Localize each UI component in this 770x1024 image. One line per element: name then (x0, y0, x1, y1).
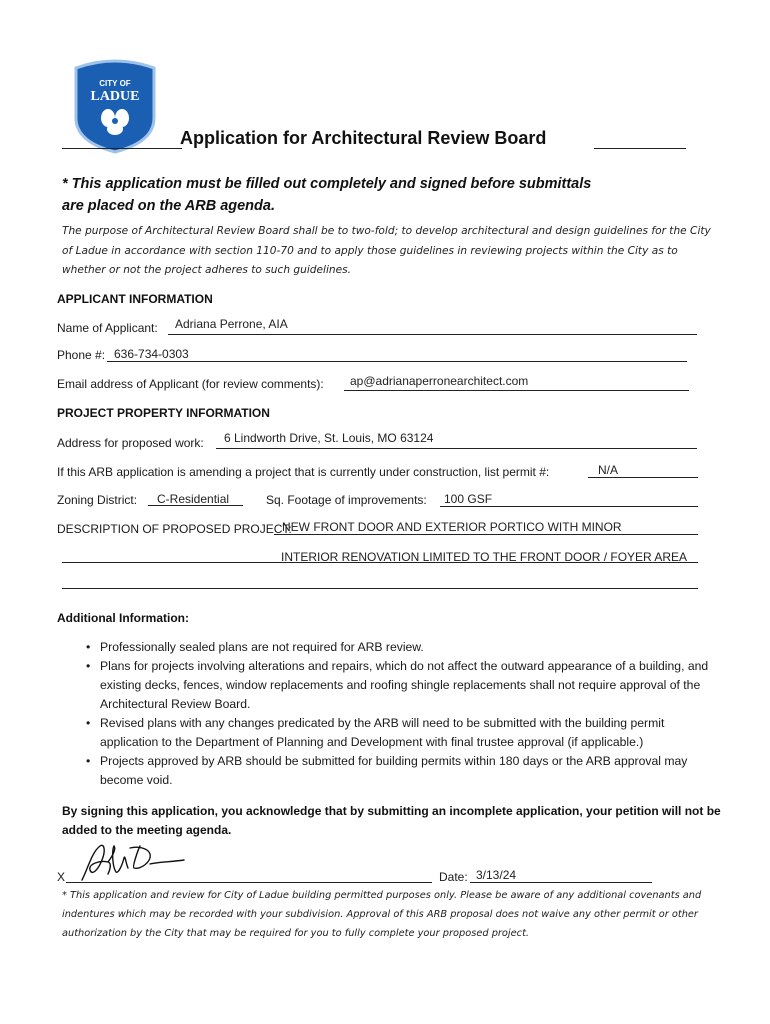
applicant-heading: APPLICANT INFORMATION (57, 292, 213, 306)
city-of-ladue-logo (68, 58, 162, 154)
email-label: Email address of Applicant (for review comments): (57, 377, 324, 391)
phone-line (107, 361, 687, 362)
warning-line-1: * This application must be filled out completely and signed before submittals (62, 176, 592, 192)
purpose-paragraph: The purpose of Architectural Review Board shall be to two-fold; to develop architectural and design guidelines for the City of Ladue in accordance with section 110-70 and to apply those guidelines in reviewing projects within the City as to whether or not the project adheres to such guidelines. (62, 225, 711, 276)
description-label: DESCRIPTION OF PROPOSED PROJECT: (57, 522, 292, 536)
sqft-field[interactable]: 100 GSF (444, 492, 493, 506)
permit-field[interactable]: N/A (598, 463, 619, 477)
date-label: Date: (439, 870, 468, 884)
email-field[interactable]: ap@adrianaperronearchitect.com (350, 374, 529, 388)
bullet-icon: • (86, 754, 91, 768)
address-field[interactable]: 6 Lindworth Drive, St. Louis, MO 63124 (224, 431, 434, 445)
bullet-icon: • (86, 659, 91, 673)
warning-line-2: are placed on the ARB agenda. (62, 198, 275, 214)
list-item: • Projects approved by ARB should be submitted for building permits within 180 days or the ARB approval may become void. (86, 754, 688, 787)
phone-field[interactable]: 636-734-0303 (114, 347, 189, 361)
name-field[interactable]: Adriana Perrone, AIA (175, 317, 288, 331)
property-heading: PROJECT PROPERTY INFORMATION (57, 406, 270, 420)
permit-line (588, 477, 698, 478)
permit-label: If this ARB application is amending a project that is currently under construction, list permit #: (57, 465, 550, 479)
email-line (344, 390, 689, 391)
description-field-line-1[interactable]: NEW FRONT DOOR AND EXTERIOR PORTICO WITH MINOR (282, 520, 622, 534)
date-field[interactable]: 3/13/24 (476, 868, 517, 882)
footnote-text: * This application and review for City of Ladue building permitted purposes only. Please be aware of any additional covenants and indentures which may be recorded with your subdivision. Approval of this ARB proposal does not waive any other permit or other authorization by the City that may be required for you to fully complete your proposed project. (62, 890, 702, 939)
address-line (216, 448, 697, 449)
name-label: Name of Applicant: (57, 321, 158, 335)
title-underline-right (594, 148, 686, 149)
phone-label: Phone #: (57, 348, 106, 362)
acknowledgement-text: By signing this application, you acknowledge that by submitting an incomplete application, your petition will not be added to the meeting agenda. (62, 804, 721, 837)
sqft-line (440, 506, 698, 507)
additional-heading: Additional Information: (57, 611, 189, 625)
list-item: • Plans for projects involving alterations and repairs, which do not affect the outward appearance of a building, and existing decks, fences, window replacements and roofing shingle replacements shall not require approval of the Architectural Review Board. (86, 659, 709, 711)
description-field-line-2[interactable]: INTERIOR RENOVATION LIMITED TO THE FRONT DOOR / FOYER AREA (281, 550, 688, 564)
title-underline-left (62, 148, 182, 149)
list-item: • Revised plans with any changes predicated by the ARB will need to be submitted with the building permit application to the Department of Planning and Development with final trustee approval (if applicable.) (86, 716, 665, 749)
list-item: • Professionally sealed plans are not required for ARB review. (86, 638, 718, 657)
sqft-label: Sq. Footage of improvements: (266, 493, 427, 507)
date-line (470, 882, 652, 883)
name-line (168, 334, 697, 335)
bullet-icon: • (86, 640, 91, 654)
additional-info-list (86, 638, 718, 790)
zoning-label: Zoning District: (57, 493, 138, 507)
handwritten-signature[interactable] (78, 840, 188, 884)
bullet-icon: • (86, 716, 91, 730)
description-line-3 (62, 588, 698, 589)
logo-line1: CITY OF (99, 79, 131, 88)
logo-line2: LADUE (90, 89, 140, 104)
signature-x-label: X (57, 870, 66, 884)
description-line-1 (274, 534, 698, 535)
page-title: Application for Architectural Review Board (180, 128, 547, 148)
zoning-field[interactable]: C-Residential (157, 492, 230, 506)
address-label: Address for proposed work: (57, 436, 204, 450)
